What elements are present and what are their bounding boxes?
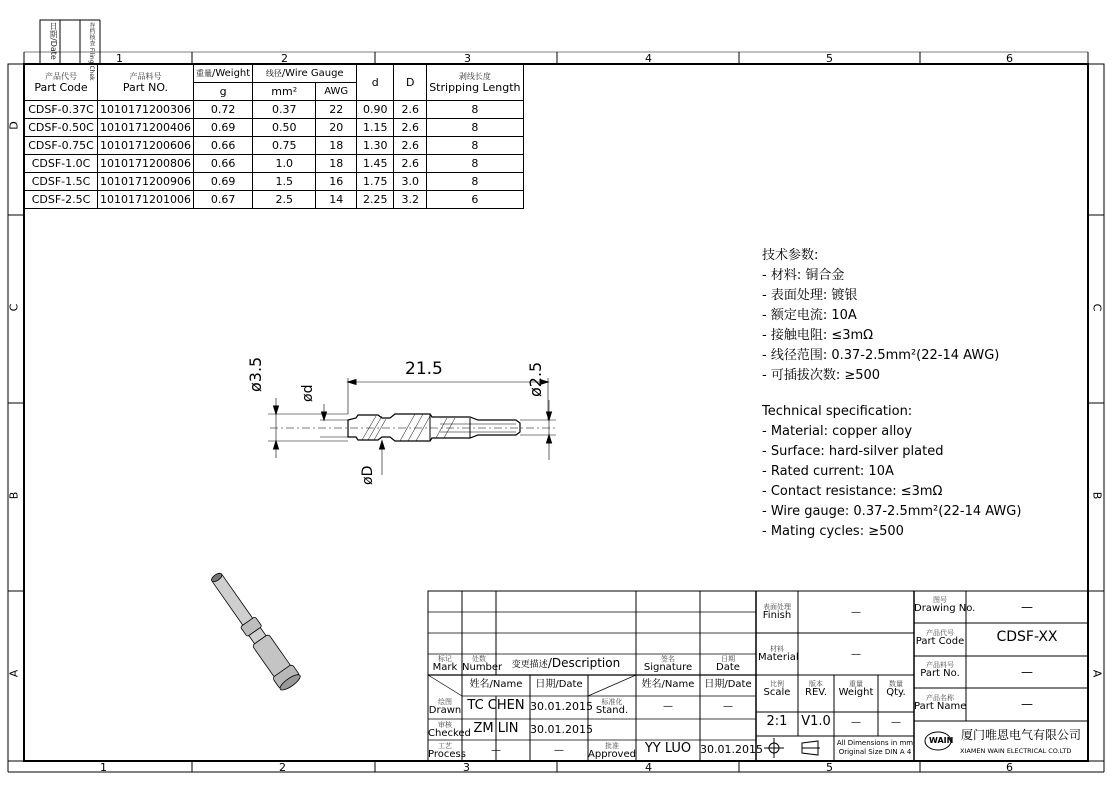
- notes-en-line: - Contact resistance: ≤3mΩ: [762, 484, 943, 499]
- tb-approved-date: 30.01.2015: [700, 743, 763, 756]
- spec-row: [25, 101, 524, 119]
- tb-drawn-label: 绘图 Drawn: [428, 698, 462, 716]
- notes-cn-title: 技术参数:: [762, 248, 819, 263]
- tb-date-header-2: 日期/Date: [704, 679, 752, 690]
- spec-cell: 0.69: [193, 173, 252, 191]
- zone-row-a-right: A: [1090, 669, 1104, 678]
- spec-cell: 8: [427, 137, 523, 155]
- zone-row-a-left: A: [7, 669, 21, 678]
- zone-row-c-left: C: [7, 303, 21, 312]
- spec-cell: 3.0: [394, 173, 427, 191]
- header-part-no: 产品料号 Part NO.: [98, 65, 194, 101]
- tb-drawing-no-label: 图号 Drawing No.: [914, 596, 976, 614]
- spec-cell: 8: [427, 173, 523, 191]
- spec-cell: 1010171200406: [98, 119, 194, 137]
- connector-3d-picture: [205, 568, 302, 692]
- tb-qty-value: —: [891, 717, 901, 728]
- spec-cell: 2.6: [394, 101, 427, 119]
- spec-cell: 2.6: [394, 119, 427, 137]
- spec-cell: 8: [427, 101, 523, 119]
- spec-cell: 18: [316, 155, 357, 173]
- spec-cell: 1010171200906: [98, 173, 194, 191]
- spec-cell: 1010171200306: [98, 101, 194, 119]
- projection-symbol: [764, 738, 820, 758]
- notes-en-line: - Surface: hard-silver plated: [762, 444, 944, 459]
- notes-cn-line: - 接触电阻: ≤3mΩ: [762, 328, 874, 343]
- tb-date-header: 日期/Date: [535, 679, 583, 690]
- zone-col-1-top: 1: [116, 52, 123, 65]
- tb-process-name: —: [491, 745, 501, 756]
- notes-en-line: - Mating cycles: ≥500: [762, 524, 904, 539]
- tb-stand-name: —: [663, 701, 673, 712]
- notes-en-line: - Wire gauge: 0.37-2.5mm²(22-14 AWG): [762, 504, 1022, 519]
- zone-col-4-bottom: 4: [645, 761, 652, 774]
- tb-part-name-value: —: [1021, 697, 1033, 711]
- spec-cell: 1.45: [357, 155, 394, 173]
- dim-inner-diameter-d: ød: [300, 384, 316, 402]
- tb-qty-label: 数量 Qty.: [886, 680, 906, 698]
- tb-part-no-label: 产品料号 Part No.: [920, 661, 960, 679]
- spec-cell: CDSF-1.5C: [25, 173, 98, 191]
- tb-checked-name: ZM LIN: [473, 721, 519, 736]
- header-weight: 重量/Weight: [193, 65, 252, 83]
- tb-name-header: 姓名/Name: [469, 679, 523, 690]
- spec-cell: CDSF-0.75C: [25, 137, 98, 155]
- company-name-cn: 厦门唯恩电气有限公司: [961, 728, 1082, 742]
- tb-rev-value: V1.0: [801, 714, 831, 729]
- spec-cell: 2.6: [394, 137, 427, 155]
- spec-row: [25, 191, 524, 209]
- spec-cell: 0.50: [253, 119, 316, 137]
- spec-cell: 1010171200606: [98, 137, 194, 155]
- spec-cell: 1.15: [357, 119, 394, 137]
- zone-col-5-top: 5: [826, 52, 833, 65]
- notes-cn-line: - 材料: 铜合金: [762, 268, 845, 283]
- zone-col-6-top: 6: [1006, 52, 1013, 65]
- filing-check-label: 存档核查 Filing Chek: [88, 22, 95, 81]
- tb-rev-label: 版本 REV.: [805, 680, 827, 698]
- tb-drawn-name: TC CHEN: [467, 698, 525, 713]
- header-wire-mm2: mm²: [253, 83, 316, 101]
- spec-cell: 0.67: [193, 191, 252, 209]
- tb-checked-label: 审核 Checked: [428, 721, 471, 739]
- spec-cell: 6: [427, 191, 523, 209]
- tb-material-label: 材料 Material: [758, 645, 799, 663]
- spec-cell: 22: [316, 101, 357, 119]
- spec-cell: 0.66: [193, 155, 252, 173]
- header-d-small: d: [357, 65, 394, 101]
- notes-cn-line: - 可插拔次数: ≥500: [762, 368, 881, 383]
- spec-cell: 0.75: [253, 137, 316, 155]
- spec-cell: 1.30: [357, 137, 394, 155]
- tb-mark: 标记 Mark: [432, 655, 458, 673]
- company-logo-text: WAIN: [929, 736, 954, 745]
- spec-cell: CDSF-0.37C: [25, 101, 98, 119]
- technical-notes: [762, 246, 1021, 542]
- spec-cell: 1.5: [253, 173, 316, 191]
- filing-date-label: 日期/Date: [49, 22, 58, 60]
- spec-cell: 8: [427, 155, 523, 173]
- dim-tip-diameter: ø2.5: [526, 361, 545, 397]
- spec-row: [25, 173, 524, 191]
- tb-date: 日期 Date: [716, 655, 740, 673]
- tb-drawing-no-value: —: [1021, 600, 1033, 614]
- spec-cell: 18: [316, 137, 357, 155]
- tb-approved-label: 批准 Approved: [588, 742, 636, 760]
- tb-description: 变更描述/Description: [511, 656, 621, 670]
- zone-col-5-bottom: 5: [826, 761, 833, 774]
- header-wire-awg: AWG: [316, 83, 357, 101]
- spec-cell: 20: [316, 119, 357, 137]
- spec-row: [25, 155, 524, 173]
- zone-col-2-bottom: 2: [279, 761, 286, 774]
- tb-signature: 签名 Signature: [643, 655, 693, 673]
- spec-cell: 1.75: [357, 173, 394, 191]
- spec-cell: 0.66: [193, 137, 252, 155]
- spec-row: [25, 119, 524, 137]
- spec-cell: CDSF-0.50C: [25, 119, 98, 137]
- notes-cn-line: - 表面处理: 镀银: [762, 288, 858, 303]
- tb-weight-label: 重量 Weight: [838, 680, 874, 698]
- tb-part-code-value: CDSF-XX: [996, 629, 1058, 645]
- spec-cell: 0.69: [193, 119, 252, 137]
- tb-dims-note: All Dimensions in mm Original Size DIN A 4: [836, 739, 914, 756]
- tb-part-name-label: 产品名称 Part Name: [914, 694, 967, 712]
- part-spec-table: [24, 64, 524, 209]
- tb-process-date: —: [554, 745, 564, 756]
- notes-cn-line: - 额定电流: 10A: [762, 308, 857, 323]
- tb-scale-value: 2:1: [766, 714, 788, 729]
- tb-part-code-label: 产品代号 Part Code: [915, 629, 965, 647]
- zone-row-b-left: B: [7, 491, 21, 500]
- dim-length: 21.5: [405, 359, 443, 379]
- spec-cell: 8: [427, 119, 523, 137]
- dim-diameter-D: øD: [360, 465, 376, 485]
- spec-cell: 1.0: [253, 155, 316, 173]
- zone-row-d-left: D: [7, 121, 21, 130]
- dim-outer-diameter: ø3.5: [246, 356, 265, 392]
- zone-col-6-bottom: 6: [1006, 761, 1013, 774]
- tb-approved-name: YY LUO: [644, 741, 692, 756]
- spec-cell: 2.25: [357, 191, 394, 209]
- tb-finish-value: —: [851, 607, 861, 618]
- spec-cell: 2.5: [253, 191, 316, 209]
- zone-col-4-top: 4: [645, 52, 652, 65]
- header-wire-gauge: 线径/Wire Gauge: [253, 65, 357, 83]
- tb-stand-label: 标准化 Stand.: [595, 698, 629, 716]
- spec-cell: 14: [316, 191, 357, 209]
- spec-cell: 1010171200806: [98, 155, 194, 173]
- header-part-code: 产品代号 Part Code: [25, 65, 98, 101]
- tb-stand-date: —: [723, 701, 733, 712]
- spec-cell: 16: [316, 173, 357, 191]
- zone-row-c-right: C: [1090, 303, 1104, 312]
- tb-drawn-date: 30.01.2015: [530, 700, 593, 713]
- notes-en-line: - Rated current: 10A: [762, 464, 894, 479]
- zone-col-3-bottom: 3: [463, 761, 470, 774]
- spec-cell: CDSF-2.5C: [25, 191, 98, 209]
- header-stripping-length: 剥线长度 Stripping Length: [427, 65, 523, 101]
- notes-cn-line: - 线径范围: 0.37-2.5mm²(22-14 AWG): [762, 348, 1000, 363]
- header-weight-unit: g: [193, 83, 252, 101]
- tb-weight-value: —: [851, 717, 861, 728]
- notes-en-title: Technical specification:: [762, 404, 913, 419]
- tb-number: 处数 Number: [462, 655, 503, 673]
- spec-cell: 0.90: [357, 101, 394, 119]
- zone-col-1-bottom: 1: [100, 761, 107, 774]
- tb-part-no-value: —: [1021, 665, 1033, 679]
- notes-en-line: - Material: copper alloy: [762, 424, 913, 439]
- zone-col-2-top: 2: [281, 52, 288, 65]
- header-d-large: D: [394, 65, 427, 101]
- tb-process-label: 工艺 Process: [428, 742, 466, 760]
- spec-cell: 0.37: [253, 101, 316, 119]
- spec-row: [25, 137, 524, 155]
- spec-cell: 0.72: [193, 101, 252, 119]
- tb-checked-date: 30.01.2015: [530, 723, 593, 736]
- spec-cell: 1010171201006: [98, 191, 194, 209]
- zone-row-b-right: B: [1090, 491, 1104, 500]
- tb-scale-label: 比例 Scale: [763, 680, 791, 698]
- company-name-en: XIAMEN WAIN ELECTRICAL CO.LTD: [960, 747, 1072, 755]
- spec-cell: 2.6: [394, 155, 427, 173]
- spec-cell: CDSF-1.0C: [25, 155, 98, 173]
- spec-cell: 3.2: [394, 191, 427, 209]
- tb-finish-label: 表面处理 Finish: [762, 603, 792, 621]
- tb-name-header-2: 姓名/Name: [641, 679, 695, 690]
- zone-col-3-top: 3: [464, 52, 471, 65]
- tb-material-value: —: [851, 649, 861, 660]
